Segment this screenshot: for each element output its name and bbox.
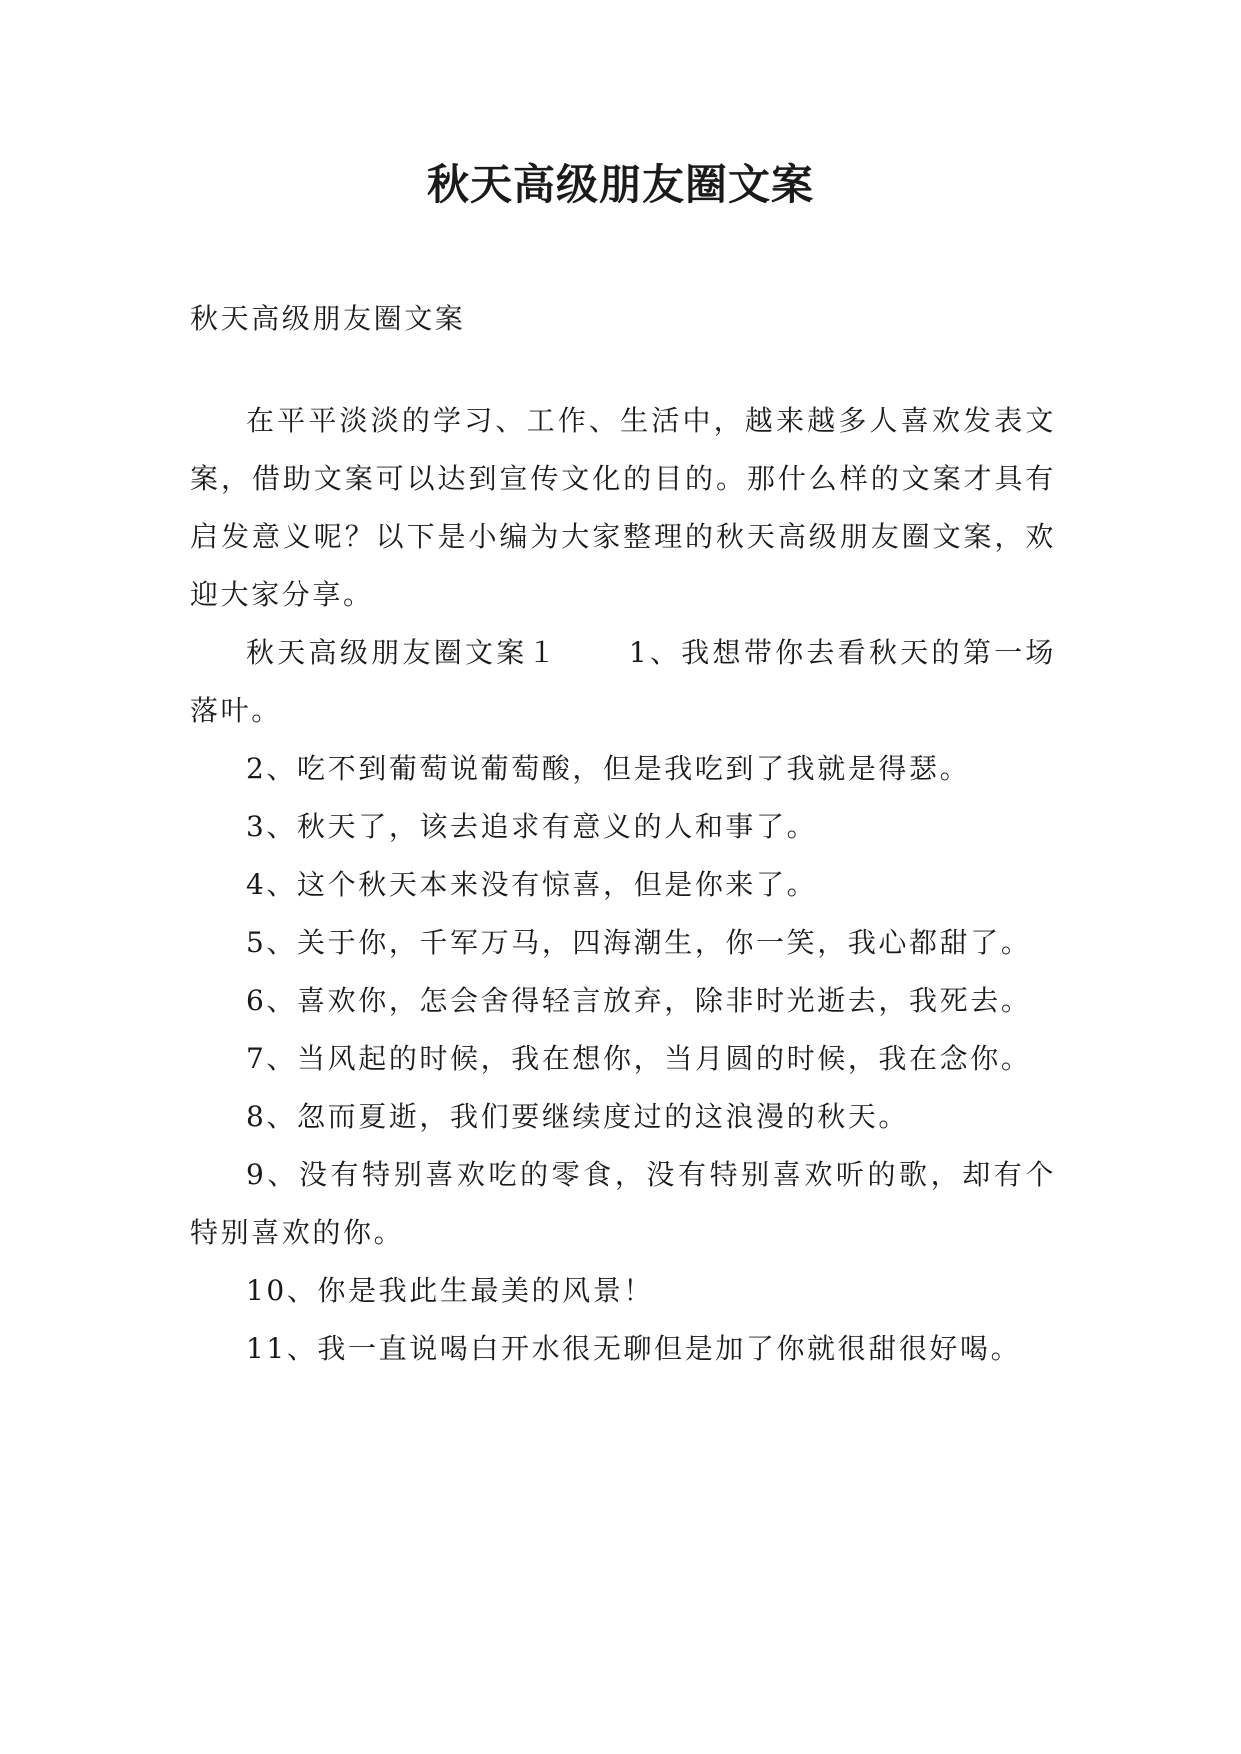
item-1: 1、我想带你去看秋天的第一场落叶。 xyxy=(190,636,1056,727)
section-paragraph xyxy=(190,624,1056,740)
item-6: 6、喜欢你，怎会舍得轻言放弃，除非时光逝去，我死去。 xyxy=(246,984,1032,1017)
document-title: 秋天高级朋友圈文案 xyxy=(426,160,814,209)
document-body xyxy=(190,290,1056,1378)
item-4: 4、这个秋天本来没有惊喜，但是你来了。 xyxy=(246,868,818,901)
section-heading: 秋天高级朋友圈文案１ xyxy=(246,636,559,669)
item-9: 9、没有特别喜欢吃的零食，没有特别喜欢听的歌，却有个特别喜欢的你。 xyxy=(190,1158,1056,1249)
item-3: 3、秋天了，该去追求有意义的人和事了。 xyxy=(246,810,818,843)
item-2: 2、吃不到葡萄说葡萄酸，但是我吃到了我就是得瑟。 xyxy=(246,752,971,785)
item-7: 7、当风起的时候，我在想你，当月圆的时候，我在念你。 xyxy=(246,1042,1032,1075)
document-subtitle: 秋天高级朋友圈文案 xyxy=(190,302,466,335)
intro-paragraph: 在平平淡淡的学习、工作、生活中，越来越多人喜欢发表文案，借助文案可以达到宣传文化的目的。那什么样的文案才具有启发意义呢？以下是小编为大家整理的秋天高级朋友圈文案，欢迎大家分享。 xyxy=(190,404,1056,611)
item-11: 11、我一直说喝白开水很无聊但是加了你就很甜很好喝。 xyxy=(246,1332,1022,1365)
item-10: 10、你是我此生最美的风景！ xyxy=(246,1274,655,1307)
item-5: 5、关于你，千军万马，四海潮生，你一笑，我心都甜了。 xyxy=(246,926,1032,959)
item-8: 8、忽而夏逝，我们要继续度过的这浪漫的秋天。 xyxy=(246,1100,910,1133)
